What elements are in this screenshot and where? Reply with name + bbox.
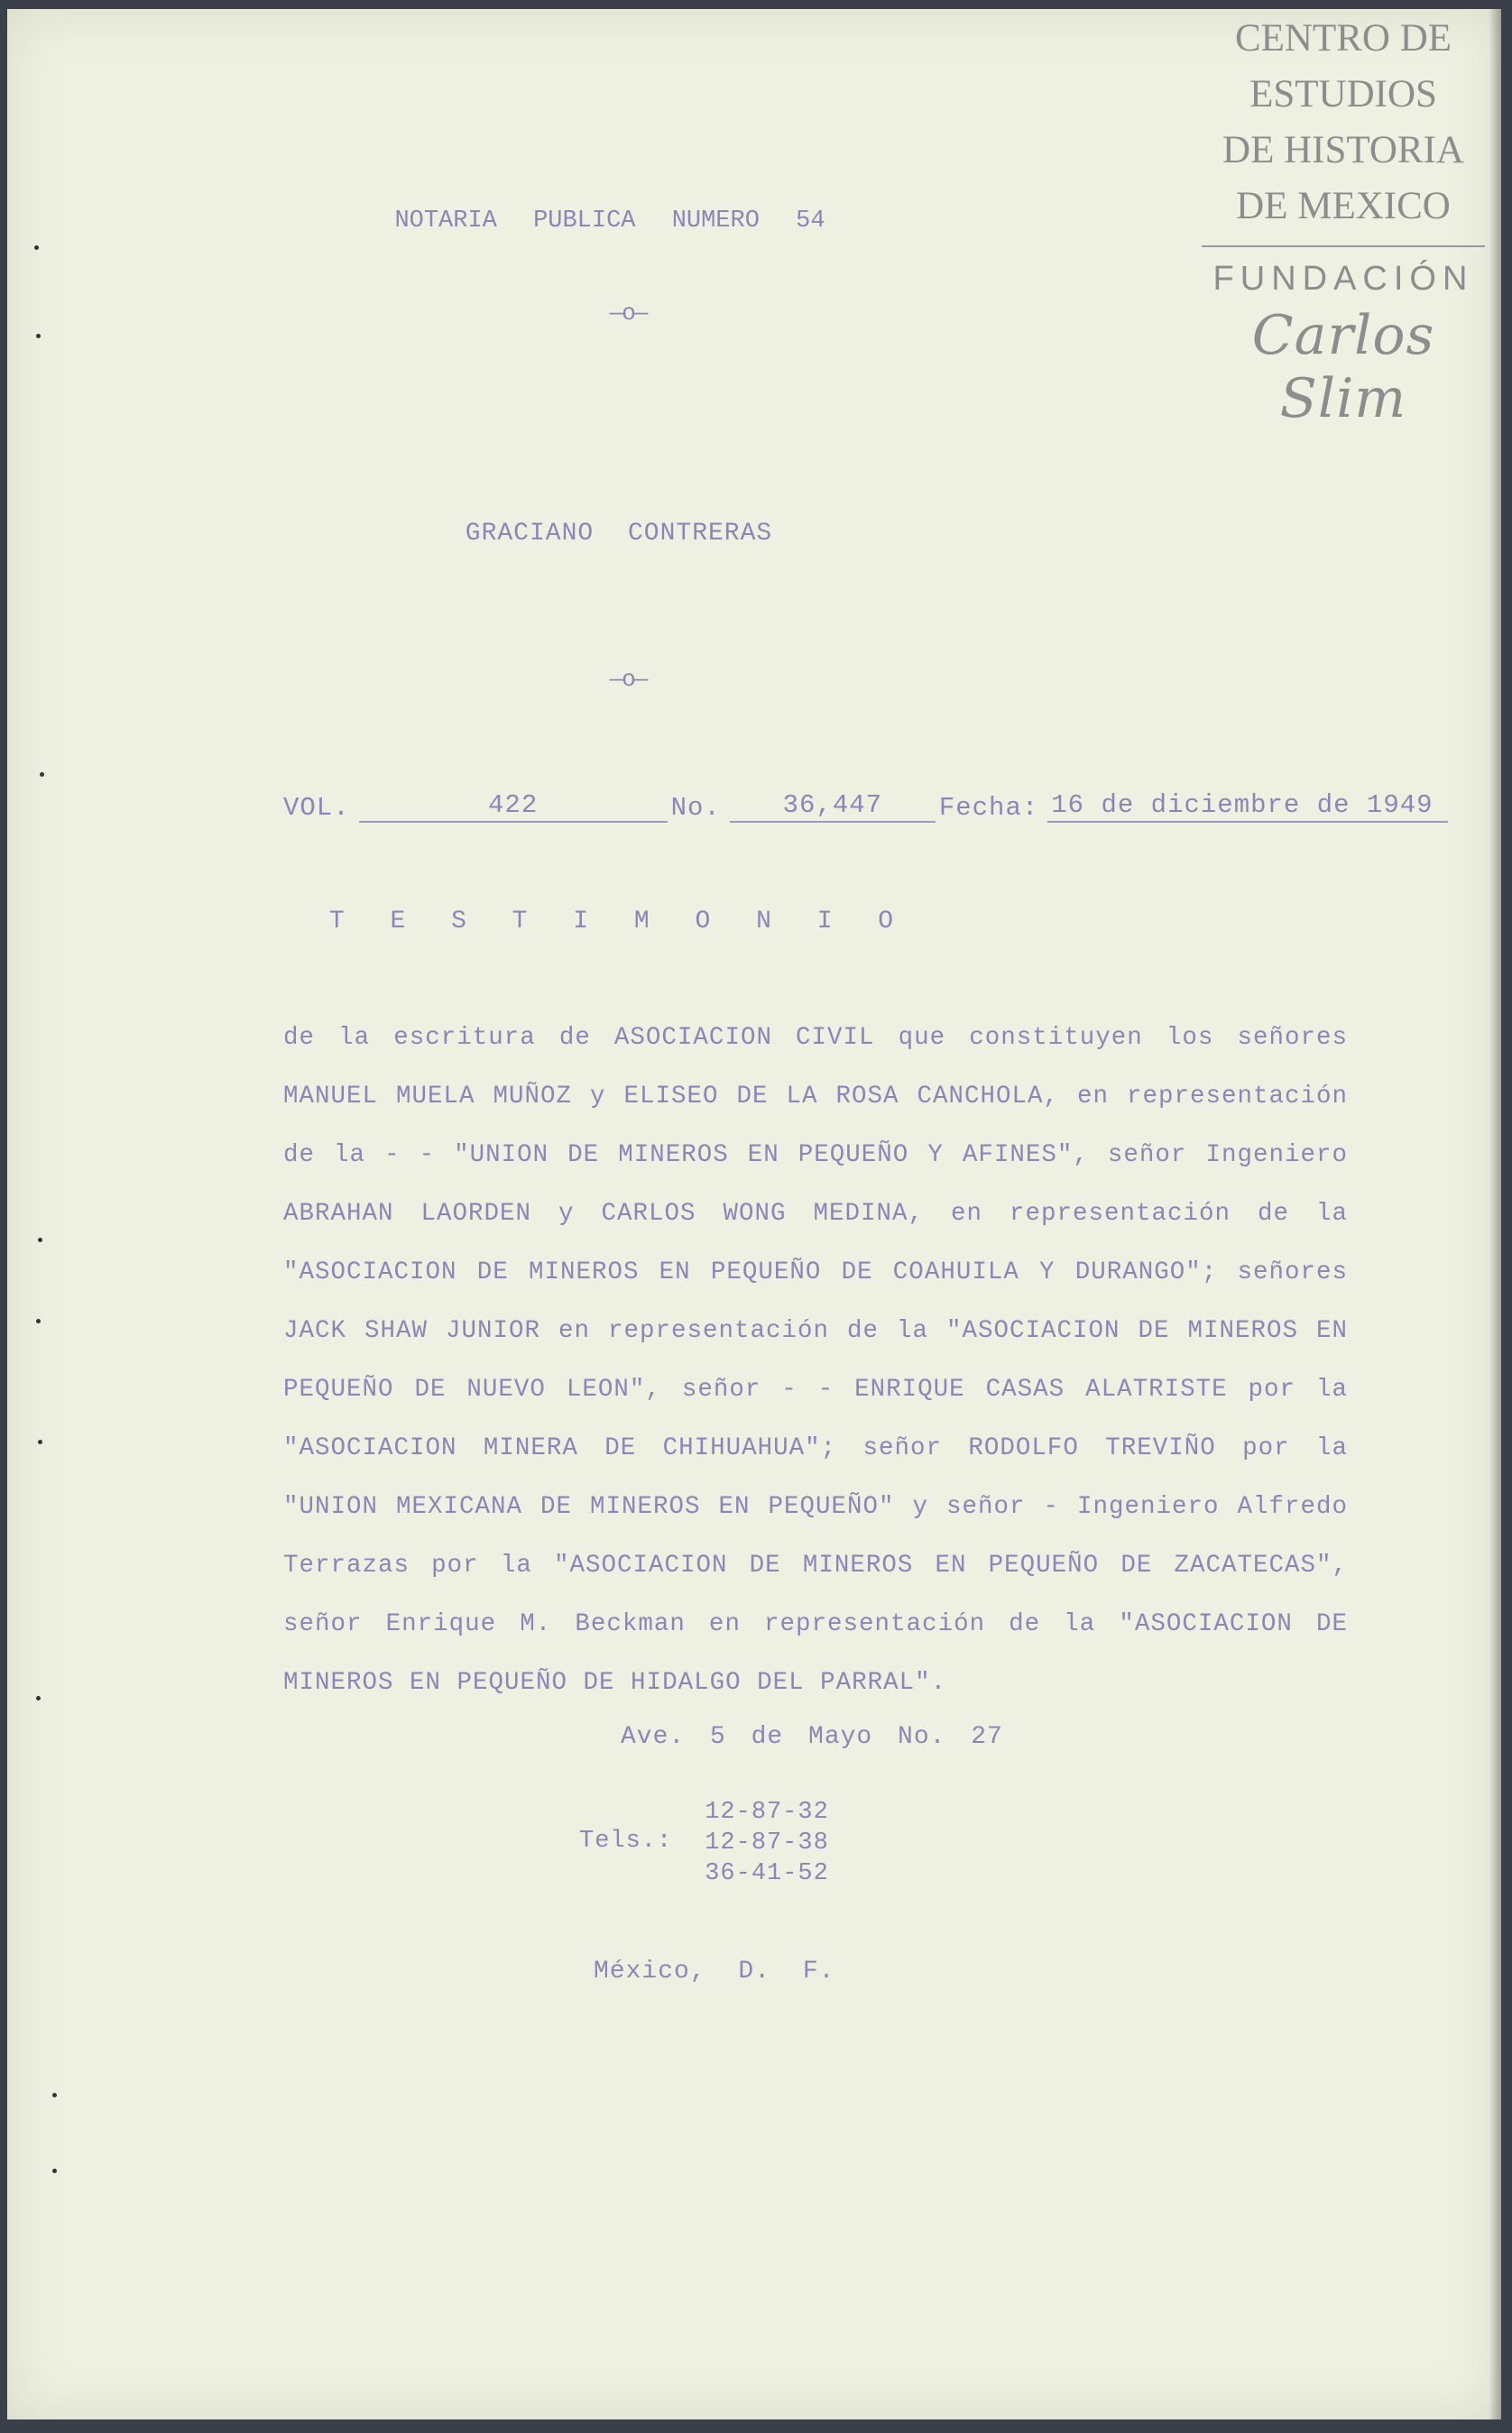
paper-speck: [40, 772, 44, 777]
document-title: T E S T I M O N I O: [328, 908, 909, 935]
vol-value: 422: [359, 790, 668, 823]
page-edge-shadow: [1489, 9, 1501, 2419]
paper-speck: [38, 1238, 42, 1242]
city: México, D. F.: [594, 1958, 835, 1986]
phone-numbers: [705, 1797, 829, 1889]
paper-speck: [36, 1696, 41, 1700]
notaria-heading: NOTARIA PUBLICA NUMERO 54: [394, 207, 825, 235]
fecha-label: Fecha:: [938, 793, 1039, 823]
stamp-signature: Carlos Slim: [1251, 304, 1435, 430]
paper-speck: [38, 1440, 42, 1444]
fecha-value: 16 de diciembre de 1949: [1047, 790, 1448, 823]
paper-speck: [52, 2093, 57, 2097]
record-line: [280, 790, 1448, 823]
stamp-line: ESTUDIOS: [1249, 73, 1437, 115]
paper-speck: [36, 1319, 41, 1323]
ornament-divider: —o—: [609, 300, 647, 327]
paper-speck: [52, 2169, 57, 2173]
paper-speck: [36, 334, 41, 338]
stamp-foundation: FUNDACIÓN: [1212, 260, 1474, 298]
phone-number: 36-41-52: [705, 1860, 829, 1887]
no-label: No.: [670, 793, 721, 823]
stamp-line: CENTRO DE: [1234, 17, 1452, 60]
stamp-line: DE HISTORIA: [1222, 129, 1464, 171]
body-paragraph: de la escritura de ASOCIACION CIVIL que constituyen los señores MANUEL MUELA MUÑOZ y ELISEO DE LA ROSA CANCHOLA, en representación de la - - "UNION DE MINEROS EN PEQUEÑO Y AFINES", señor Ingeniero ABRAHAN LAORDEN y CARLOS WONG MEDINA, en representación de la "ASOCIACION DE MINEROS EN PEQUEÑO DE COAHUILA Y DURANGO"; señores JACK SHAW JUNIOR en representación de la "ASOCIACION DE MINEROS EN PEQUEÑO DE NUEVO LEON", señor - - ENRIQUE CASAS ALATRISTE por la "ASOCIACION MINERA DE CHIHUAHUA"; señor RODOLFO TREVIÑO por la "UNION MEXICANA DE MINEROS EN PEQUEÑO" y señor - Ingeniero Alfredo Terrazas por la "ASOCIACION DE MINEROS EN PEQUEÑO DE ZACATECAS", señor Enrique M. Beckman en representación de la "ASOCIACION DE MINEROS EN PEQUEÑO DE HIDALGO DEL PARRAL".: [283, 1024, 1348, 1697]
phone-label: Tels.:: [579, 1828, 673, 1855]
document-page: [7, 9, 1501, 2419]
phone-number: 12-87-38: [705, 1829, 829, 1857]
phone-number: 12-87-32: [705, 1799, 829, 1826]
no-value: 36,447: [730, 790, 936, 823]
stamp-divider: [1202, 245, 1485, 247]
stamp-line: DE MEXICO: [1236, 185, 1451, 227]
address: Ave. 5 de Mayo No. 27: [621, 1723, 1003, 1751]
ornament-divider: —o—: [609, 666, 647, 693]
phone-block: [579, 1797, 829, 1889]
vol-label: VOL.: [283, 793, 350, 823]
notary-name: GRACIANO CONTRERAS: [465, 520, 773, 548]
paper-speck: [34, 245, 39, 250]
